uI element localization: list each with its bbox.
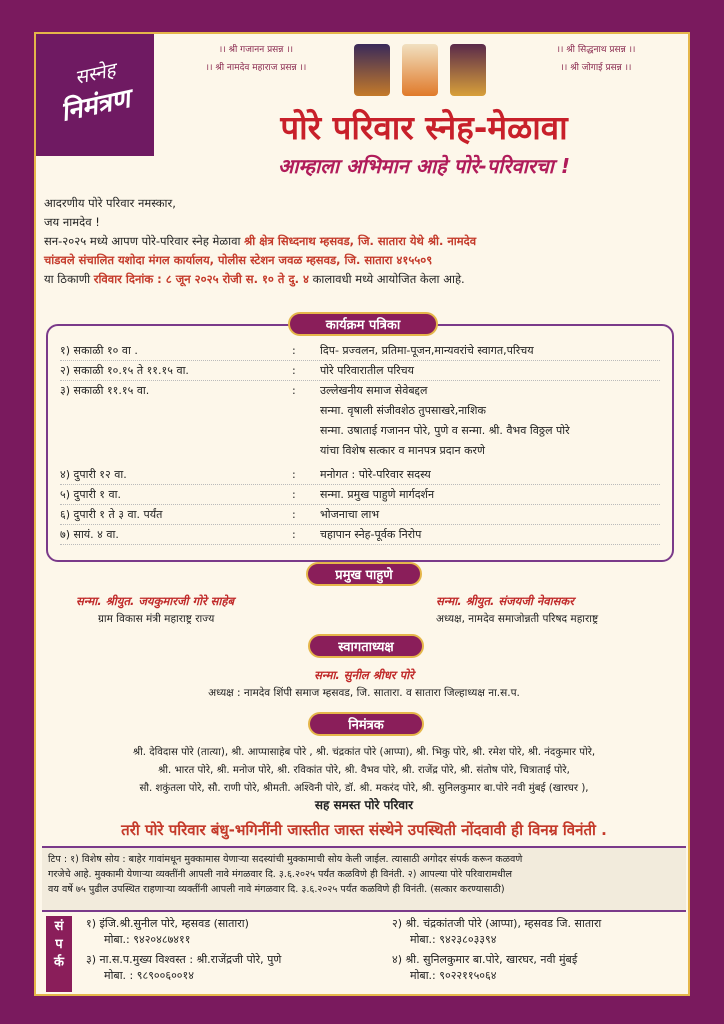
program-desc: चहापान स्नेह-पूर्वक निरोप [320,528,422,541]
contact-3-phone: मोबा. : ९८९००६००१४ [104,969,194,982]
contact-3 [86,952,281,984]
prastra-right-1: ।। श्री सिद्धनाथ प्रसन्न ।। [556,45,636,55]
program-colon: : [292,384,296,397]
note-box [42,848,686,910]
program-colon: : [292,508,296,521]
page-title: पोरे परिवार स्नेह-मेळावा [280,108,568,147]
program-colon: : [292,468,296,481]
deity-image-2 [402,44,438,96]
program-row [60,362,660,381]
contact-label-part: प [55,937,63,952]
note-line-2: गरजेचे आहे. मुक्कामी येणाऱ्या व्यक्तींनी आपली नावे मंगळवार दि. ३.६.२०२५ पर्यंत कळविणे ही विनंती. २) आपल्या पोरे परिवारामधील [48,869,512,880]
guests-heading: प्रमुख पाहुणे [306,562,422,586]
note-line-1: टिप : १) विशेष सोय : बाहेर गावांमधून मुक्कामास येणाऱ्या सदस्यांची मुक्कामाची सोय केली जाईल. त्यासाठी अगोदर संपर्क करून कळवणे [48,854,523,865]
inviters-line-3: सौ. शकुंतला पोरे, सौ. राणी पोरे, श्रीमती. अश्विनी पोरे, डॉ. श्री. मकरंद पोरे, श्री. सुनिलकुमार बा.पोरे नवी मुंबई (खारघर ), [139,783,589,794]
intro-text [44,194,684,289]
intro-jay: जय नामदेव ! [44,215,100,229]
contact-4-name: ४) श्री. सुनिलकुमार बा.पोरे, खारघर, नवी मुंबई [392,953,578,966]
inviters-heading: निमंत्रक [308,712,424,736]
inviters-line-1: श्री. देविदास पोरे (तात्या), श्री. आप्पासाहेब पोरे , श्री. चंद्रकांत पोरे (आप्पा), श्री. भिकु पोरे, श्री. रमेश पोरे, श्री. नंदकुमार पोरे, [132,747,596,758]
program-time: ४) दुपारी १२ वा. [60,468,127,481]
intro-p1-highlight: श्री क्षेत्र सिध्दनाथ म्हसवड, जि. सातारा येथे श्री. नामदेव [244,234,477,248]
program-row [60,466,660,485]
contact-label [46,916,72,992]
guest-1-name: सन्मा. श्रीयुत. जयकुमारजी गोरे साहेब [76,594,235,608]
contact-2 [392,916,601,948]
program-desc: पोरे परिवारातील परिचय [320,364,415,377]
program-time: १) सकाळी १० वा . [60,344,138,357]
program-desc: दिप- प्रज्वलन, प्रतिमा-पूजन,मान्यवरांचे स्वागत,परिचय [320,344,534,357]
program-desc: भोजनाचा लाभ [320,508,380,521]
contact-label-part: र्क [54,955,64,970]
program-desc: उल्लेखनीय समाज सेवेबद्दल [320,384,428,397]
intro-p1: सन-२०२५ मध्ये आपण पोरे-परिवार स्नेह मेळावा [44,234,241,248]
welcome-heading: स्वागताध्यक्ष [308,634,424,658]
inviters-together: सह समस्त पोरे परिवार [314,798,414,812]
intro-line-3 [44,270,684,289]
program-row [60,486,660,505]
program-time: ७) सायं. ४ वा. [60,528,119,541]
badge-line-2: निमंत्रण [58,84,133,128]
program-time: ६) दुपारी १ ते ३ वा. पर्यंत [60,508,163,521]
program-row [60,506,660,525]
program-sub-line: सन्मा. वृषाली संजीवशेठ तुपसाखरे,नाशिक [320,404,486,417]
welcome-name: सन्मा. सुनील श्रीधर पोरे [314,668,414,682]
guest-1-role: ग्राम विकास मंत्री महाराष्ट्र राज्य [98,613,215,625]
request-line: तरी पोरे परिवार बंधु-भगिनींनी जास्तीत जास्त संस्थेने उपस्थिती नोंदवावी ही विनम्र विनंती . [121,821,607,839]
contact-2-phone: मोबा.: ९४२३८०३३९४ [410,933,497,946]
intro-p3-highlight: रविवार दिनांक : ८ जून २०२५ रोजी स. १० ते दु. ४ [93,272,309,286]
program-sub-line: सन्मा. उषाताई गजानन पोरे, पुणे व सन्मा. श्री. वैभव विठ्ठल पोरे [320,424,570,437]
program-colon: : [292,344,296,357]
sasneh-nimantran-badge [36,34,154,156]
prastra-right-2: ।। श्री जोगाई प्रसन्न ।। [560,63,632,73]
contact-4-phone: मोबा.: ९०२२११५०६४ [410,969,497,982]
contact-1-phone: मोबा.: ९४२०४८७४११ [104,933,191,946]
program-row [60,342,660,361]
welcome-role: अध्यक्ष : नामदेव शिंपी समाज म्हसवड, जि. सातारा. व सातारा जिल्हाध्यक्ष ना.स.प. [208,687,520,699]
program-row [60,382,660,400]
program-time: २) सकाळी १०.१५ ते ११.१५ वा. [60,364,189,377]
guest-2-role: अध्यक्ष, नामदेव समाजोन्नती परिषद महाराष्ट्र [436,613,599,625]
inviters-list [44,744,684,798]
program-desc: सन्मा. प्रमुख पाहुणे मार्गदर्शन [320,488,435,501]
contact-1 [86,916,249,948]
guest-2-name: सन्मा. श्रीयुत. संजयजी नेवासकर [436,594,574,608]
program-time: ३) सकाळी ११.१५ वा. [60,384,150,397]
program-sub-line: यांचा विशेष सत्कार व मानपत्र प्रदान करणे [320,444,485,457]
contact-3-name: ३) ना.स.प.मुख्य विश्वस्त : श्री.राजेंद्रजी पोरे, पुणे [86,953,282,966]
contact-label-part: सं [54,919,64,934]
deity-image-3 [450,44,486,96]
program-colon: : [292,488,296,501]
intro-greeting: आदरणीय पोरे परिवार नमस्कार, [44,196,176,210]
program-time: ५) दुपारी १ वा. [60,488,121,501]
deity-images [354,44,490,100]
inviters-line-2: श्री. भारत पोरे, श्री. मनोज पोरे, श्री. रविकांत पोरे, श्री. वैभव पोरे, श्री. राजेंद्र पोरे, श्री. संतोष पोरे, चित्राताई पोरे, [158,765,570,776]
intro-p3-pre: या ठिकाणी [44,272,91,286]
contact-4 [392,952,577,984]
prastra-left-2: ।। श्री नामदेव महाराज प्रसन्न ।। [205,63,307,73]
deity-image-1 [354,44,390,96]
program-heading: कार्यक्रम पत्रिका [288,312,438,336]
intro-p3-post: कालावधी मध्ये आयोजित केला आहे. [312,272,465,286]
page-subtitle: आम्हाला अभिमान आहे पोरे-परिवारचा ! [278,154,570,178]
invitation-card [34,32,690,996]
prastra-left-1: ।। श्री गजानन प्रसन्न ।। [218,45,294,55]
program-desc: मनोगत : पोरे-परिवार सदस्य [320,468,431,481]
program-row [60,526,660,545]
badge-line-1: सस्नेह [72,58,118,89]
intro-p2-highlight: चांडवले संचालित यशोदा मंगल कार्यालय, पोलीस स्टेशन जवळ म्हसवड, जि. सातारा ४१५५०९ [44,253,433,267]
program-box [46,324,674,562]
note-line-3: वय वर्षे ७५ पुढील उपस्थित राहणाऱ्या व्यक्तींनी आपली नावे मंगळवार दि. ३.६.२०२५ पर्यंत कळविणे ही विनंती. (सत्कार करण्यासाठी) [48,884,505,895]
program-colon: : [292,528,296,541]
divider [42,910,686,912]
intro-line-1 [44,232,684,251]
contact-1-name: १) इंजि.श्री.सुनील पोरे, म्हसवड (सातारा) [86,917,249,930]
contact-2-name: २) श्री. चंद्रकांतजी पोरे (आप्पा), म्हसवड जि. सातारा [392,917,602,930]
program-colon: : [292,364,296,377]
